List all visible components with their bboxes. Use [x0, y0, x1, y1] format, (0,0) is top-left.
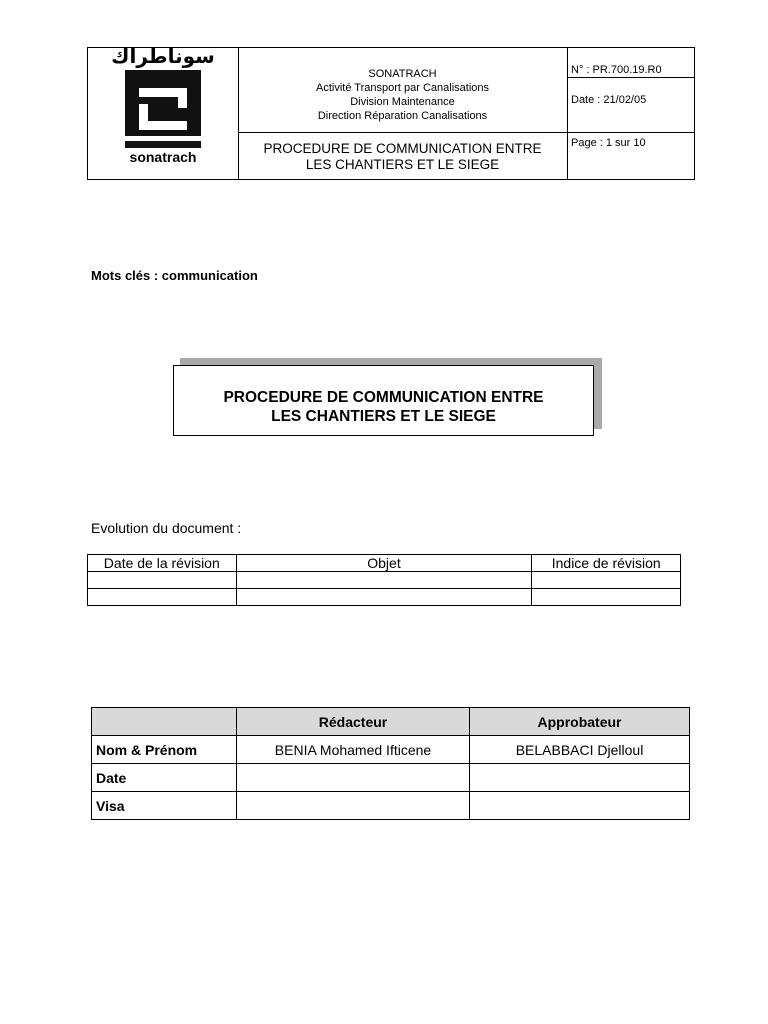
logo-emblem-icon	[125, 70, 201, 148]
division-name: Division Maintenance	[350, 96, 455, 108]
activity-name: Activité Transport par Canalisations	[315, 82, 490, 94]
table-cell	[532, 572, 681, 589]
table-cell	[236, 572, 532, 589]
document-header	[87, 44, 695, 180]
title-line2: LES CHANTIERS ET LE SIEGE	[271, 408, 496, 425]
header-divider	[238, 132, 695, 133]
title-line1: PROCEDURE DE COMMUNICATION ENTRE	[223, 389, 544, 406]
table-cell	[88, 572, 237, 589]
header-divider	[567, 48, 568, 179]
sonatrach-logo	[88, 44, 238, 179]
header-cell: Rédacteur	[237, 708, 470, 736]
header-cell: Objet	[236, 555, 532, 572]
row-label: Date	[92, 764, 237, 792]
header-divider	[567, 77, 695, 78]
redacteur-value: BENIA Mohamed Ifticene	[237, 736, 470, 764]
table-header-row	[88, 555, 681, 572]
logo-latin-text: sonatrach	[129, 149, 197, 165]
row-label: Nom & Prénom	[92, 736, 237, 764]
header-cell: Date de la révision	[88, 555, 237, 572]
row-label: Visa	[92, 792, 237, 820]
approbateur-value: BELABBACI Djelloul	[470, 736, 690, 764]
table-cell	[532, 589, 681, 606]
redacteur-value	[237, 792, 470, 820]
document-date: Date : 21/02/05	[571, 94, 647, 106]
header-cell: Approbateur	[470, 708, 690, 736]
company-name: SONATRACH	[368, 68, 437, 80]
table-row	[92, 792, 690, 820]
page-number: Page : 1 sur 10	[571, 137, 646, 149]
table-cell	[236, 589, 532, 606]
title-box	[173, 365, 594, 436]
header-cell	[92, 708, 237, 736]
table-row	[92, 764, 690, 792]
evolution-label: Evolution du document :	[91, 520, 242, 536]
logo-arabic-text: سوناطراك	[111, 44, 215, 68]
table-cell	[88, 589, 237, 606]
table-row	[88, 572, 681, 589]
revision-table	[87, 554, 681, 606]
signature-table	[91, 707, 690, 820]
table-row	[88, 589, 681, 606]
approbateur-value	[470, 764, 690, 792]
reference-number: N° : PR.700.19.R0	[571, 64, 662, 76]
table-row	[92, 736, 690, 764]
approbateur-value	[470, 792, 690, 820]
keywords: Mots clés : communication	[91, 268, 258, 283]
procedure-title-line2: LES CHANTIERS ET LE SIEGE	[305, 157, 500, 172]
header-cell: Indice de révision	[532, 555, 681, 572]
direction-name: Direction Réparation Canalisations	[317, 110, 488, 122]
procedure-title-line1: PROCEDURE DE COMMUNICATION ENTRE	[263, 141, 542, 156]
table-header-row	[92, 708, 690, 736]
redacteur-value	[237, 764, 470, 792]
